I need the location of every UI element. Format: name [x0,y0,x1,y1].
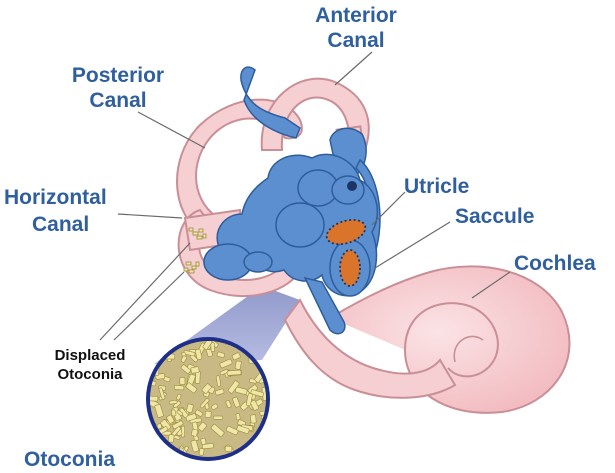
otoconia-crystal [213,416,222,419]
otoconia-crystal [162,337,166,349]
saccule-label: Saccule [455,205,535,228]
otoconia-crystal [235,361,242,370]
otoconia-crystal [225,446,232,452]
otoconia-crystal [180,377,185,384]
otoconia-crystal [164,451,171,458]
posterior-canal-label-line2: Canal [89,89,147,112]
otoconia-crystal [250,415,256,424]
otoconia-crystal [174,385,184,390]
horizontal-canal-label-line1: Horizontal [4,186,107,209]
displaced-otoconia-label-line1: Displaced [54,347,126,364]
anterior-canal-label-line2: Canal [327,29,385,52]
otoconia-crystal [211,342,215,351]
otoconia-crystal [191,367,200,374]
otoconia-crystal [205,411,211,418]
otoconia-crystal [191,429,198,437]
utricle-label: Utricle [404,175,470,198]
otoconia-crystal [236,413,241,420]
otoconia-crystal [149,396,158,401]
horizontal-canal-label-line2: Canal [32,213,90,236]
posterior-canal-label-line1: Posterior [71,64,165,87]
otoconia-crystal [166,336,172,347]
otoconia-crystal [147,352,156,361]
displaced-otoconia-label-line2: Otoconia [57,366,123,383]
otoconia-crystal [257,442,267,456]
otoconia-crystal [239,453,244,460]
otoconia-crystal [156,347,163,351]
otoconia-crystal [156,342,164,352]
cochlea-shape [285,266,569,412]
otoconia-crystal [169,400,177,404]
cochlea-label: Cochlea [514,252,596,275]
otoconia-crystal [199,448,204,455]
anterior-canal-label-line1: Anterior [315,4,397,27]
otoconia-label: Otoconia [24,448,116,471]
otoconia-crystal [227,370,241,375]
saccule-macula [340,250,360,286]
otoconia-crystal [168,434,174,442]
